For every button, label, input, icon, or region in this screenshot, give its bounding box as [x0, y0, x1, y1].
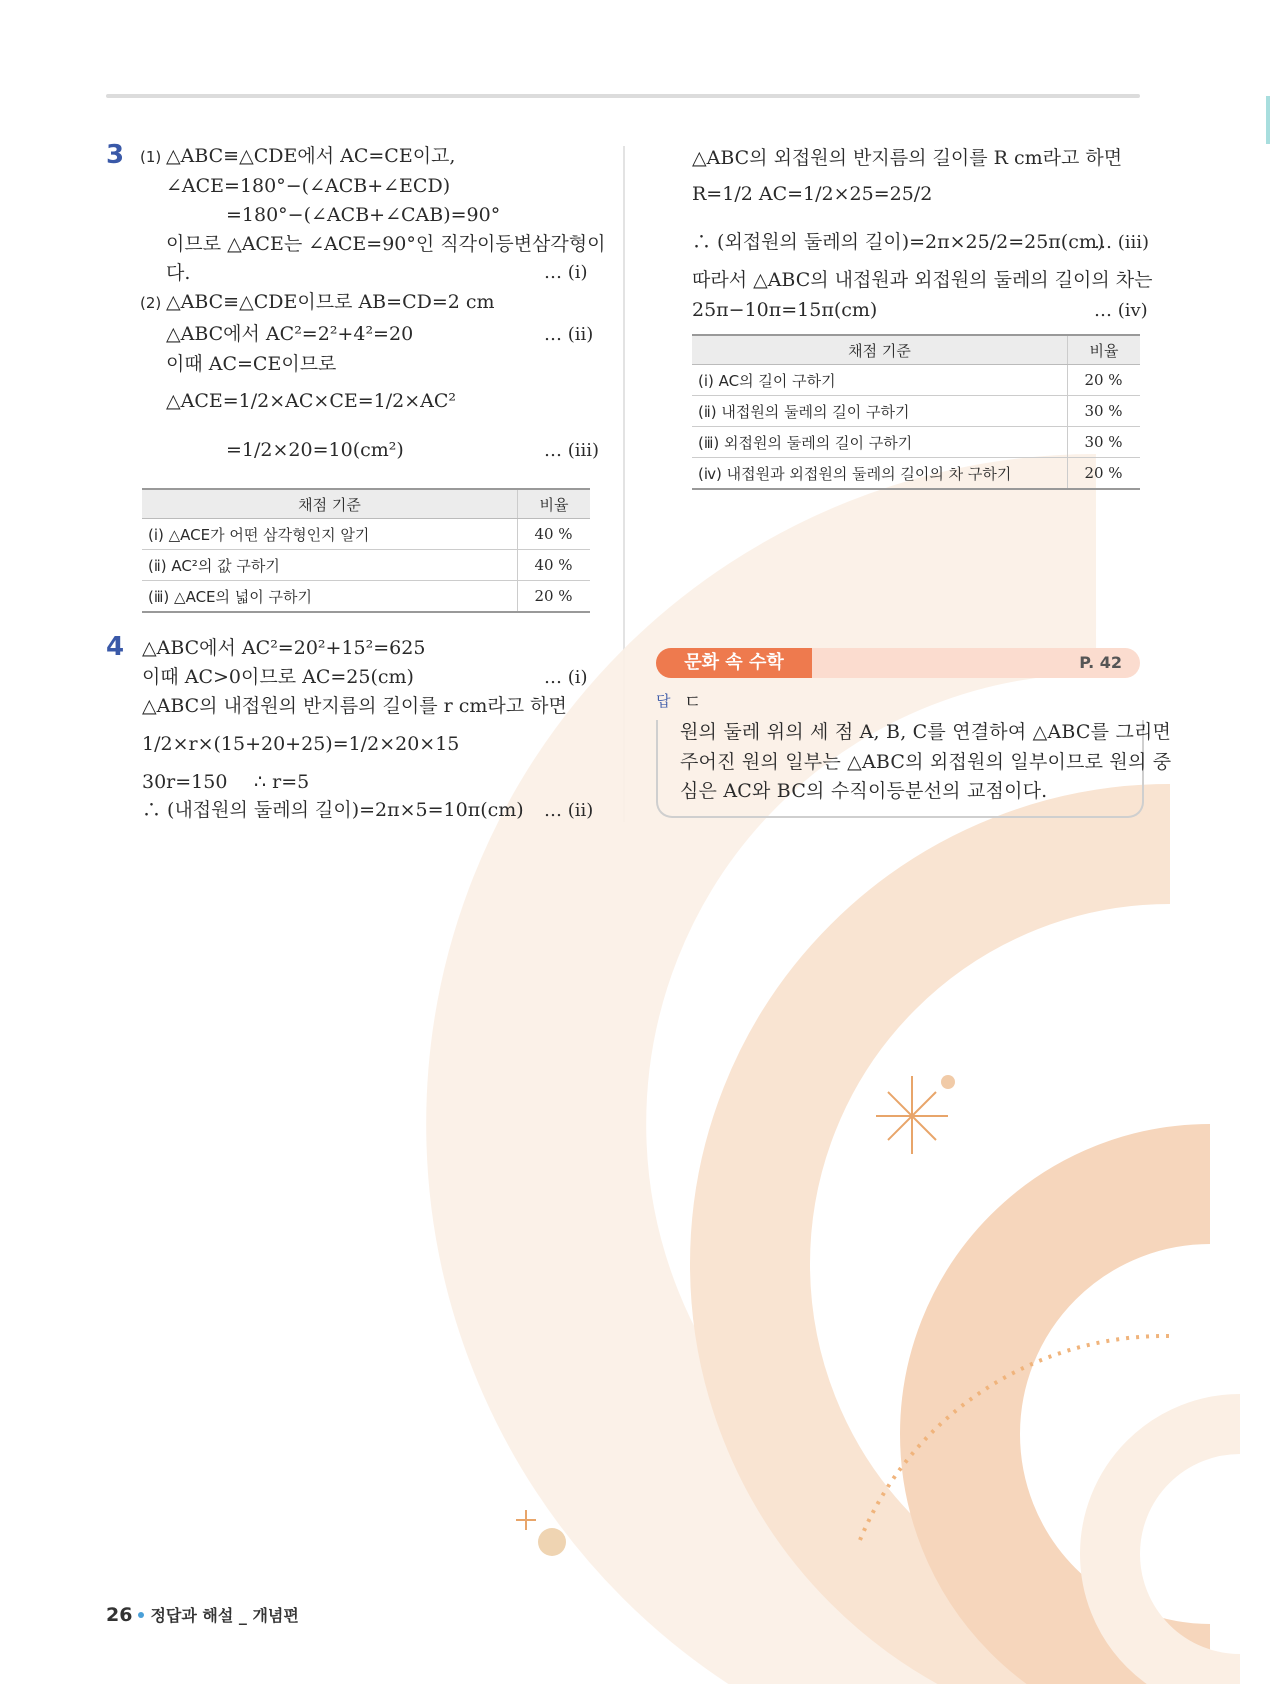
q4-line: ∴ r=5 [254, 771, 310, 793]
q3-line: 이므로 △ACE는 ∠ACE=90°인 직각이등변삼각형이 [166, 233, 606, 255]
q4-line: 이때 AC>0이므로 AC=25(cm) [142, 666, 414, 688]
question-number-4: 4 [106, 632, 125, 662]
table-cell: 40 % [518, 550, 591, 581]
q3-line: =1/2×20=10(cm²) [226, 439, 404, 461]
q3-line: △ACE=1/2×AC×CE=1/2×AC² [166, 390, 457, 412]
q4-line: 30r=150 [142, 771, 228, 793]
table-header: 비율 [518, 489, 591, 519]
table-cell: (ⅳ) 내접원과 외접원의 둘레의 길이의 차 구하기 [692, 458, 1068, 490]
page-number: 26 [106, 1604, 133, 1626]
table-cell: (ⅲ) △ACE의 넓이 구하기 [142, 581, 518, 613]
table-row [692, 365, 1140, 396]
score-mark: … (ⅱ) [544, 800, 594, 821]
bullet-icon [138, 1612, 144, 1618]
table-row [142, 519, 590, 550]
q3-part2-tag: (2) [140, 294, 162, 312]
table-cell: 30 % [1068, 427, 1141, 458]
score-mark: … (ⅲ) [544, 440, 600, 461]
q3-line: 다. [166, 262, 191, 284]
score-mark: … (ⅰ) [544, 262, 588, 283]
right-line: △ABC의 외접원의 반지름의 길이를 R cm라고 하면 [692, 147, 1123, 169]
score-mark: … (ⅱ) [544, 324, 594, 345]
q3-line: ∠ACE=180°−(∠ACB+∠ECD) [166, 175, 451, 197]
table-cell: 20 % [1068, 458, 1141, 490]
q3-line: △ABC에서 AC²=2²+4²=20 [166, 323, 414, 345]
culture-line: 심은 AC와 BC의 수직이등분선의 교점이다. [680, 780, 1048, 802]
table-header: 채점 기준 [692, 335, 1068, 365]
culture-line: 원의 둘레 위의 세 점 A, B, C를 연결하여 △ABC를 그리면 [680, 721, 1172, 743]
table-cell: (ⅰ) AC의 길이 구하기 [692, 365, 1068, 396]
table-header: 채점 기준 [142, 489, 518, 519]
score-mark: … (ⅰ) [544, 667, 588, 688]
culture-title: 문화 속 수학 [656, 648, 812, 678]
table-header: 비율 [1068, 335, 1141, 365]
table-cell: (ⅱ) AC²의 값 구하기 [142, 550, 518, 581]
table-row [142, 581, 590, 613]
q3-line: 이때 AC=CE이므로 [166, 353, 337, 375]
sparkle-icon [876, 1076, 948, 1154]
q3-scoring-table [142, 488, 590, 613]
table-row [692, 396, 1140, 427]
q3-line: △ABC≡△CDE에서 AC=CE이고, [166, 145, 456, 167]
right-line: 25π−10π=15π(cm) [692, 299, 878, 321]
table-cell: (ⅰ) △ACE가 어떤 삼각형인지 알기 [142, 519, 518, 550]
q4-line: 1/2×r×(15+20+25)=1/2×20×15 [142, 733, 460, 755]
score-mark: … (ⅳ) [1094, 300, 1148, 321]
table-cell: 20 % [1068, 365, 1141, 396]
q3-part1-tag: (1) [140, 148, 162, 166]
right-line: R=1/2 AC=1/2×25=25/2 [692, 183, 933, 205]
table-row [142, 550, 590, 581]
q3-line: △ABC≡△CDE이므로 AB=CD=2 cm [166, 291, 495, 313]
table-row [692, 427, 1140, 458]
q4-line: ∴ (내접원의 둘레의 길이)=2π×5=10π(cm) [142, 799, 524, 821]
table-row [692, 458, 1140, 490]
table-cell: 20 % [518, 581, 591, 613]
culture-math-banner [656, 648, 1140, 678]
question-number-3: 3 [106, 140, 125, 170]
q4-line: △ABC에서 AC²=20²+15²=625 [142, 637, 426, 659]
q4-line: △ABC의 내접원의 반지름의 길이를 r cm라고 하면 [142, 695, 567, 717]
score-mark: … (ⅲ) [1094, 232, 1150, 253]
answer-value: ㄷ [684, 692, 702, 713]
right-line: ∴ (외접원의 둘레의 길이)=2π×25/2=25π(cm) [692, 231, 1105, 253]
q4-scoring-table [692, 334, 1140, 490]
footer-title: 정답과 해설 _ 개념편 [150, 1606, 299, 1625]
page-footer [106, 1603, 299, 1626]
right-line: 따라서 △ABC의 내접원과 외접원의 둘레의 길이의 차는 [692, 269, 1153, 291]
culture-line: 주어진 원의 일부는 △ABC의 외접원의 일부이므로 원의 중 [680, 751, 1172, 773]
table-cell: 30 % [1068, 396, 1141, 427]
table-cell: (ⅲ) 외접원의 둘레의 길이 구하기 [692, 427, 1068, 458]
table-cell: 40 % [518, 519, 591, 550]
culture-page-ref: P. 42 [1079, 653, 1122, 672]
answer-label: 답 [656, 692, 671, 710]
q3-line: =180°−(∠ACB+∠CAB)=90° [226, 204, 501, 226]
table-cell: (ⅱ) 내접원의 둘레의 길이 구하기 [692, 396, 1068, 427]
